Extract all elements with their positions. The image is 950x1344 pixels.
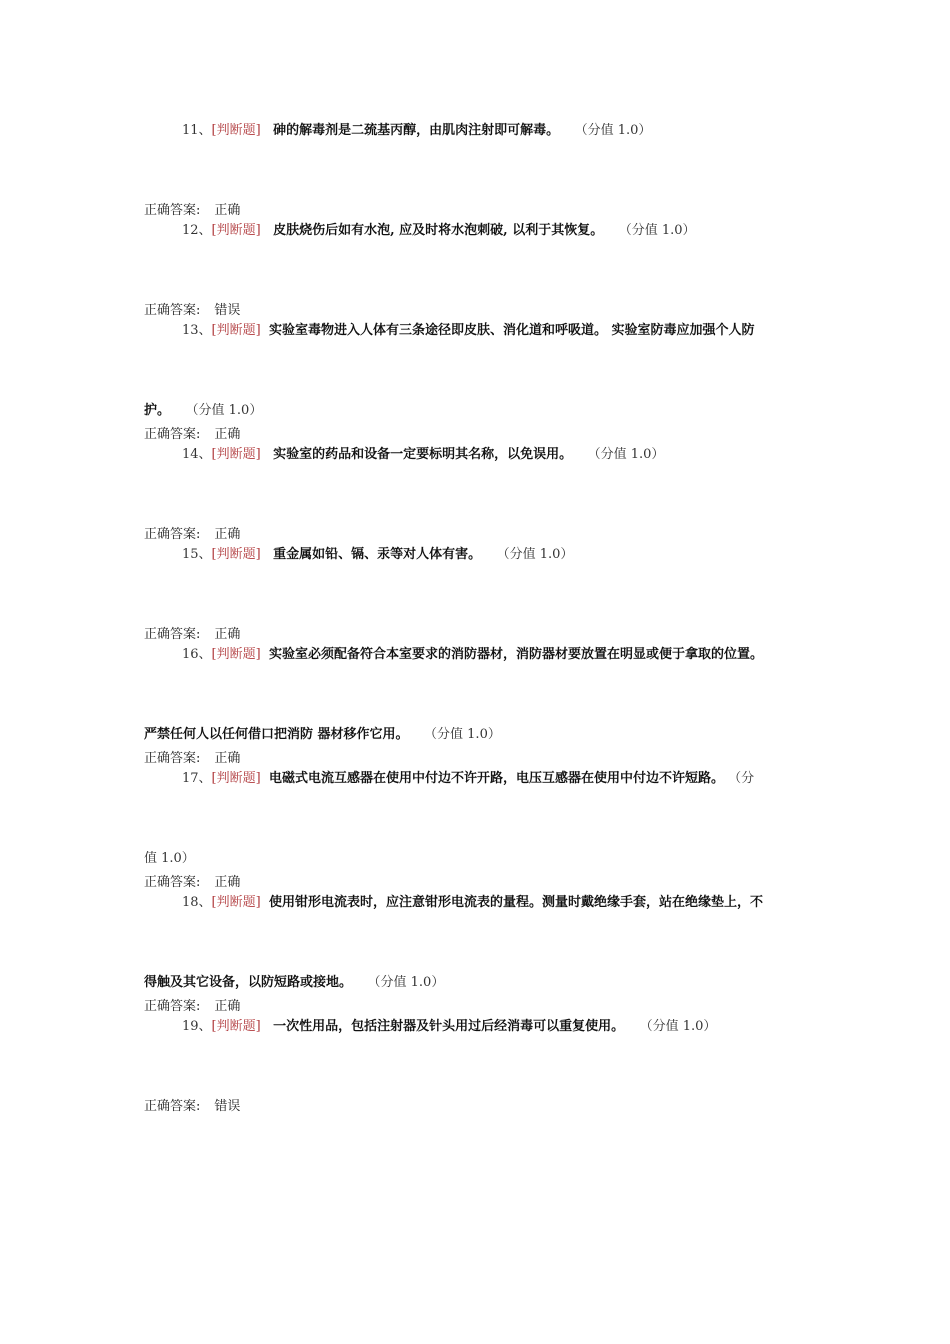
question-score: （分值 1.0） [374, 975, 445, 990]
question-number: 18、 [182, 895, 212, 910]
question-stem: 使用钳形电流表时，应注意钳形电流表的量程。测量时戴绝缘手套，站在绝缘垫上，不 [268, 895, 763, 910]
question-score-start: （分 [728, 771, 755, 786]
question-stem-continuation: 严禁任何人以任何借口把消防 器材移作它用。 [144, 727, 409, 742]
question-16-continuation [144, 726, 501, 744]
question-number: 15、 [182, 547, 212, 562]
answer-value: 正确 [214, 751, 241, 766]
question-type: [判断题] [211, 323, 261, 338]
question-number: 14、 [182, 447, 212, 462]
question-stem: 砷的解毒剂是二巯基丙醇，由肌肉注射即可解毒。 [273, 123, 560, 138]
question-number: 12、 [182, 223, 212, 238]
question-score: （分值 1.0） [581, 123, 652, 138]
question-number: 19、 [182, 1019, 212, 1034]
answer-label: 正确答案: [144, 1099, 201, 1114]
answer-label: 正确答案: [144, 999, 201, 1014]
answer-value: 正确 [214, 427, 241, 442]
answer-11 [144, 202, 240, 220]
question-type: [判断题] [211, 447, 261, 462]
question-12 [182, 222, 696, 240]
answer-label: 正确答案: [144, 875, 201, 890]
answer-13 [144, 426, 240, 444]
question-type: [判断题] [211, 123, 261, 138]
question-score-end: 值 1.0） [144, 851, 195, 866]
question-type: [判断题] [211, 647, 261, 662]
answer-value: 正确 [214, 875, 241, 890]
question-17 [182, 770, 754, 788]
question-11 [182, 122, 651, 140]
question-type: [判断题] [211, 223, 261, 238]
answer-19 [144, 1098, 240, 1116]
question-stem: 实验室的药品和设备一定要标明其名称，以免误用。 [273, 447, 573, 462]
answer-17 [144, 874, 240, 892]
question-number: 17、 [182, 771, 212, 786]
question-stem: 电磁式电流互感器在使用中付边不许开路，电压互感器在使用中付边不许短路。 [268, 771, 724, 786]
question-number: 11、 [182, 123, 212, 138]
answer-14 [144, 526, 240, 544]
answer-label: 正确答案: [144, 751, 201, 766]
question-stem: 实验室必须配备符合本室要求的消防器材，消防器材要放置在明显或便于拿取的位置。 [268, 647, 763, 662]
answer-label: 正确答案: [144, 427, 201, 442]
question-14 [182, 446, 664, 464]
answer-label: 正确答案: [144, 303, 201, 318]
question-17-continuation [144, 850, 195, 868]
answer-label: 正确答案: [144, 627, 201, 642]
question-stem: 实验室毒物进入人体有三条途径即皮肤、消化道和呼吸道。 实验室防毒应加强个人防 [268, 323, 755, 338]
question-stem: 一次性用品，包括注射器及针头用过后经消毒可以重复使用。 [273, 1019, 625, 1034]
question-type: [判断题] [211, 1019, 261, 1034]
question-type: [判断题] [211, 771, 261, 786]
answer-12 [144, 302, 240, 320]
question-type: [判断题] [211, 895, 261, 910]
question-19 [182, 1018, 716, 1036]
question-score: （分值 1.0） [594, 447, 665, 462]
question-score: （分值 1.0） [625, 223, 696, 238]
answer-15 [144, 626, 240, 644]
answer-value: 正确 [214, 203, 241, 218]
question-number: 13、 [182, 323, 212, 338]
answer-value: 正确 [214, 999, 241, 1014]
answer-value: 错误 [214, 1099, 241, 1114]
question-18-continuation [144, 974, 444, 992]
question-15 [182, 546, 573, 564]
answer-18 [144, 998, 240, 1016]
answer-value: 正确 [214, 627, 241, 642]
answer-value: 错误 [214, 303, 241, 318]
question-18 [182, 894, 763, 912]
question-number: 16、 [182, 647, 212, 662]
question-16 [182, 646, 763, 664]
question-13 [182, 322, 755, 340]
question-score: （分值 1.0） [192, 403, 263, 418]
question-stem-continuation: 得触及其它设备，以防短路或接地。 [144, 975, 353, 990]
answer-label: 正确答案: [144, 203, 201, 218]
question-type: [判断题] [211, 547, 261, 562]
answer-16 [144, 750, 240, 768]
question-stem: 重金属如铅、镉、汞等对人体有害。 [273, 547, 482, 562]
question-13-continuation [144, 402, 262, 420]
question-score: （分值 1.0） [430, 727, 501, 742]
answer-label: 正确答案: [144, 527, 201, 542]
answer-value: 正确 [214, 527, 241, 542]
question-stem: 皮肤烧伤后如有水泡, 应及时将水泡刺破, 以利于其恢复。 [273, 223, 604, 238]
question-stem-continuation: 护。 [144, 403, 171, 418]
question-score: （分值 1.0） [503, 547, 574, 562]
question-score: （分值 1.0） [646, 1019, 717, 1034]
